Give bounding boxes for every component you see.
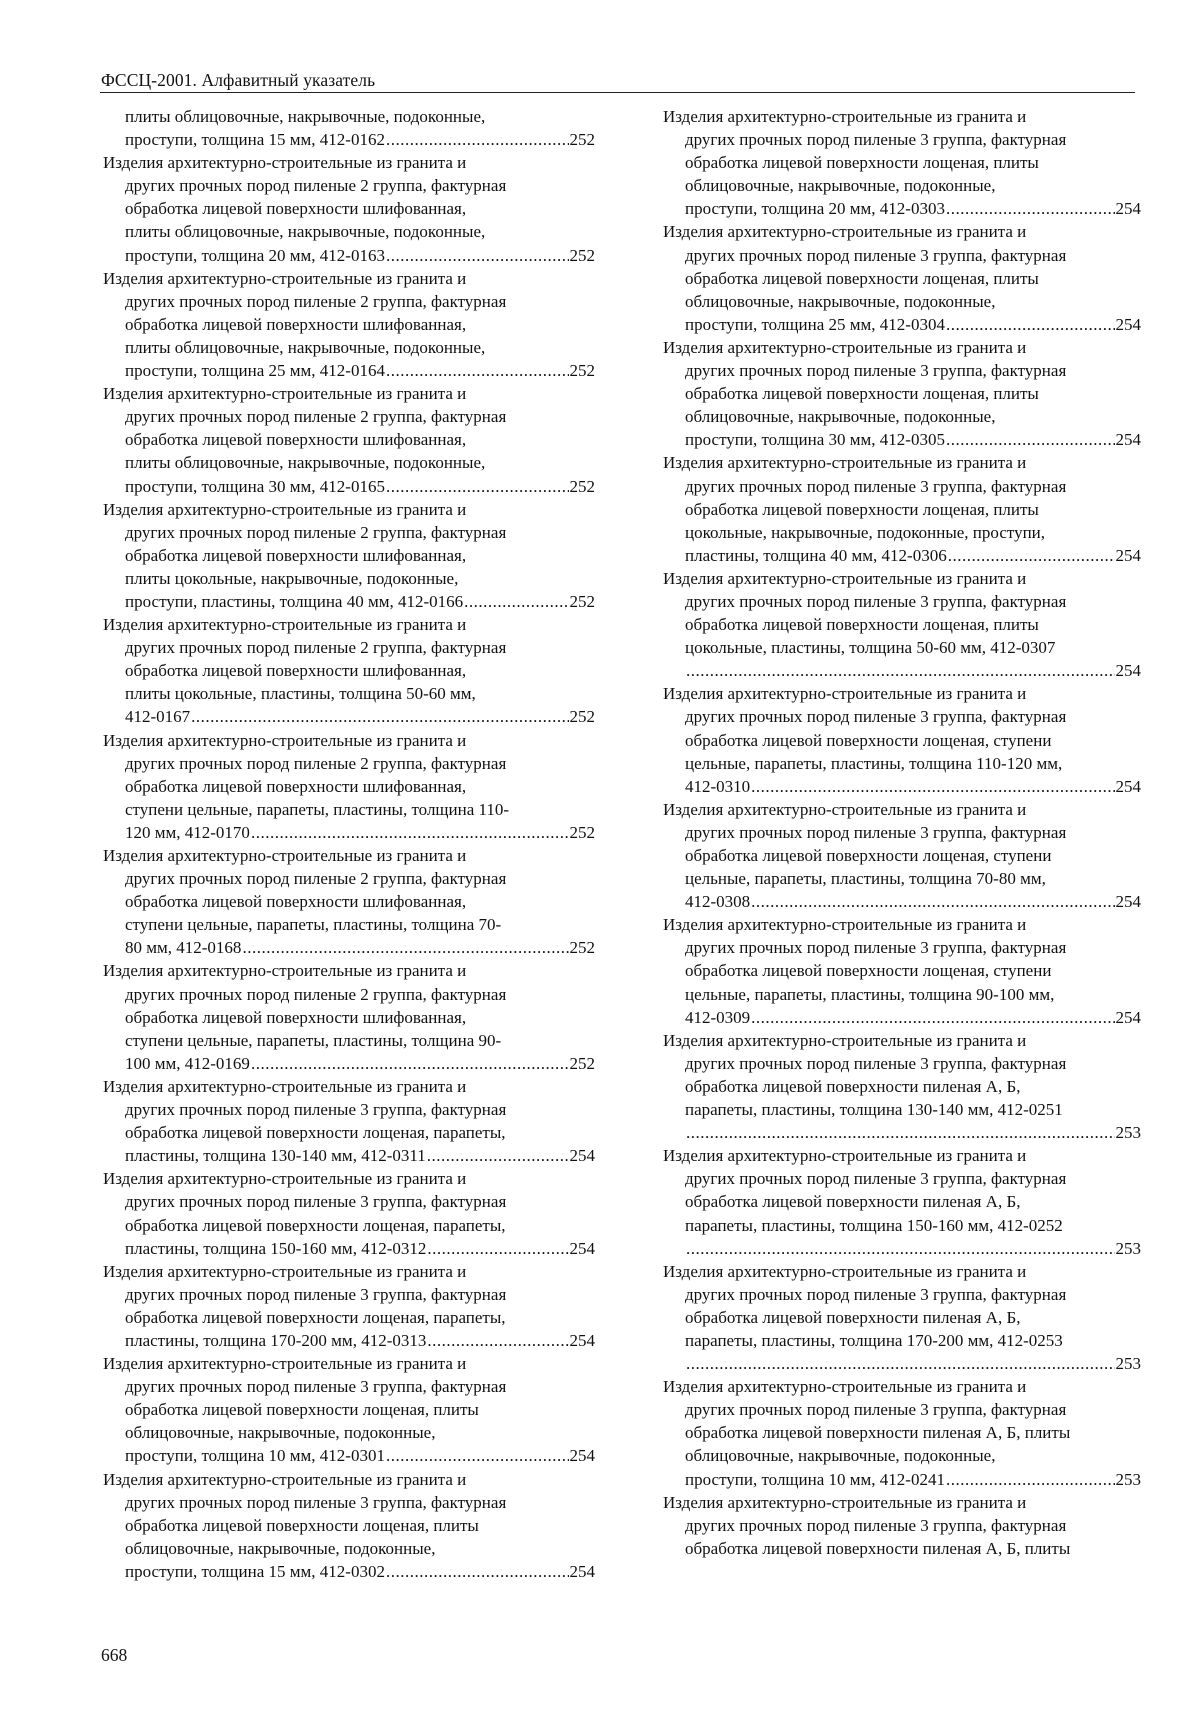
entry-line: других прочных пород пиленые 3 группа, фактурная: [685, 130, 1067, 150]
index-entry: [103, 382, 595, 497]
dot-leader: [946, 197, 1115, 220]
entry-page-reference: [663, 775, 1141, 798]
entry-heading-line: Изделия архитектурно-строительные из гранита и: [103, 268, 467, 288]
entry-line: облицовочные, накрывочные, подоконные,: [125, 1538, 436, 1558]
entry-page-reference: [103, 1444, 595, 1467]
entry-heading-line: Изделия архитектурно-строительные из гранита и: [663, 337, 1027, 357]
entry-heading-line: Изделия архитектурно-строительные из гранита и: [103, 1076, 467, 1096]
entry-line: обработка лицевой поверхности шлифованная,: [125, 892, 467, 912]
entry-final-line: проступи, толщина 20 мм, 412-0163: [125, 245, 385, 265]
entry-line: других прочных пород пиленые 2 группа, фактурная: [125, 869, 507, 889]
entry-final-line: 412-0309: [685, 1007, 751, 1027]
dot-leader: [946, 428, 1115, 451]
entry-page-reference: [103, 590, 595, 613]
dot-leader: [191, 705, 568, 728]
entry-page-reference: [103, 475, 595, 498]
entry-page-reference: [103, 1052, 595, 1075]
dot-leader: [386, 1444, 569, 1467]
entry-heading-line: Изделия архитектурно-строительные из гранита и: [103, 1354, 467, 1374]
entry-heading-line: Изделия архитектурно-строительные из гранита и: [663, 684, 1027, 704]
page-ref: 254: [1115, 661, 1141, 681]
page-ref: 252: [569, 591, 595, 611]
entry-heading-line: Изделия архитектурно-строительные из гранита и: [103, 615, 467, 635]
page-ref: 254: [569, 1146, 595, 1166]
entry-line: обработка лицевой поверхности шлифованная,: [125, 545, 467, 565]
entry-line: других прочных пород пиленые 3 группа, фактурная: [685, 361, 1067, 381]
entry-line: других прочных пород пиленые 3 группа, фактурная: [685, 1515, 1067, 1535]
page-ref: 252: [569, 130, 595, 150]
entry-heading-line: Изделия архитектурно-строительные из гранита и: [663, 1146, 1027, 1166]
page-ref: 254: [1115, 199, 1141, 219]
entry-page-reference: [663, 428, 1141, 451]
entry-line: плиты облицовочные, накрывочные, подоконные,: [125, 337, 486, 357]
entry-heading-line: Изделия архитектурно-строительные из гранита и: [663, 1261, 1027, 1281]
entry-line: обработка лицевой поверхности лощеная, ступени: [685, 730, 1052, 750]
index-entry: [103, 959, 595, 1074]
dot-leader: [751, 775, 1114, 798]
dot-leader: [948, 544, 1115, 567]
index-entry: [663, 798, 1141, 913]
entry-line: обработка лицевой поверхности шлифованная,: [125, 314, 467, 334]
entry-final-line: пластины, толщина 150-160 мм, 412-0312: [125, 1238, 427, 1258]
entry-line: обработка лицевой поверхности пиленая А, Б, плиты: [685, 1423, 1071, 1443]
entry-final-line: пластины, толщина 130-140 мм, 412-0311: [125, 1146, 426, 1166]
dot-leader: [251, 1052, 569, 1075]
entry-line: других прочных пород пиленые 3 группа, фактурная: [685, 1053, 1067, 1073]
entry-line: облицовочные, накрывочные, подоконные,: [685, 176, 996, 196]
header-rule: [100, 92, 1135, 93]
entry-page-reference: [663, 1006, 1141, 1029]
entry-heading-line: Изделия архитектурно-строительные из гранита и: [663, 568, 1027, 588]
entry-final-line: проступи, толщина 10 мм, 412-0241: [685, 1469, 945, 1489]
entry-line: ступени цельные, парапеты, пластины, толщина 70-: [125, 915, 502, 935]
dot-leader: [386, 359, 569, 382]
page-ref: 254: [1115, 545, 1141, 565]
entry-line: обработка лицевой поверхности лощеная, плиты: [685, 268, 1039, 288]
entry-line: обработка лицевой поверхности пиленая А, Б,: [685, 1076, 1021, 1096]
entry-line: обработка лицевой поверхности лощеная, плиты: [125, 1400, 479, 1420]
entry-line: других прочных пород пиленые 3 группа, фактурная: [685, 822, 1067, 842]
index-entry: [663, 682, 1141, 797]
entry-final-line: пластины, толщина 40 мм, 412-0306: [685, 545, 947, 565]
entry-heading-line: Изделия архитектурно-строительные из гранита и: [663, 107, 1027, 126]
dot-leader: [751, 1006, 1114, 1029]
page-ref: 252: [569, 938, 595, 958]
entry-line: обработка лицевой поверхности лощеная, ступени: [685, 846, 1052, 865]
entry-heading-line: Изделия архитектурно-строительные из гранита и: [663, 222, 1027, 242]
index-entry: [103, 151, 595, 266]
entry-line: других прочных пород пиленые 3 группа, фактурная: [685, 476, 1067, 496]
left-column: [103, 105, 595, 1583]
right-column: [663, 105, 1141, 1560]
entry-line: обработка лицевой поверхности лощеная, плиты: [685, 153, 1039, 173]
entry-line: обработка лицевой поверхности лощеная, плиты: [685, 384, 1039, 404]
entry-line: других прочных пород пиленые 3 группа, фактурная: [685, 1400, 1067, 1420]
entry-line: цельные, парапеты, пластины, толщина 90-100 мм,: [685, 984, 1055, 1004]
entry-line: других прочных пород пиленые 3 группа, фактурная: [125, 1192, 507, 1212]
index-entry: [103, 1260, 595, 1352]
index-entry: [663, 105, 1141, 220]
dot-leader: [427, 1237, 568, 1260]
entry-page-reference: [663, 1121, 1141, 1144]
dot-leader: [386, 244, 569, 267]
entry-final-line: 412-0310: [685, 776, 751, 796]
entry-page-reference: [103, 1144, 595, 1167]
entry-line: облицовочные, накрывочные, подоконные,: [125, 1423, 436, 1443]
dot-leader: [946, 1468, 1115, 1491]
entry-page-reference: [663, 1352, 1141, 1375]
page-ref: 254: [1115, 314, 1141, 334]
entry-line: обработка лицевой поверхности лощеная, парапеты,: [125, 1123, 506, 1143]
entry-heading-line: Изделия архитектурно-строительные из гранита и: [663, 915, 1027, 935]
dot-leader: [242, 936, 568, 959]
entry-line: облицовочные, накрывочные, подоконные,: [685, 1446, 996, 1466]
entry-heading-line: Изделия архитектурно-строительные из гранита и: [663, 1377, 1027, 1397]
entry-line: других прочных пород пиленые 2 группа, фактурная: [125, 984, 507, 1004]
entry-page-reference: [663, 544, 1141, 567]
entry-page-reference: [103, 128, 595, 151]
page-ref: 253: [1115, 1354, 1141, 1374]
entry-line: других прочных пород пиленые 2 группа, фактурная: [125, 291, 507, 311]
entry-final-line: 80 мм, 412-0168: [125, 938, 242, 958]
entry-line: других прочных пород пиленые 3 группа, фактурная: [125, 1492, 507, 1512]
entry-line: обработка лицевой поверхности шлифованная,: [125, 199, 467, 219]
entry-final-line: проступи, пластины, толщина 40 мм, 412-0166: [125, 591, 464, 611]
entry-page-reference: [103, 359, 595, 382]
entry-page-reference: [103, 936, 595, 959]
dot-leader: [251, 821, 569, 844]
running-header: ФССЦ-2001. Алфавитный указатель: [101, 70, 376, 90]
entry-heading-line: Изделия архитектурно-строительные из гранита и: [103, 499, 467, 519]
index-entry: [103, 1468, 595, 1583]
index-entry: [663, 1491, 1141, 1560]
page-ref: 254: [569, 1561, 595, 1581]
page-ref: 252: [569, 361, 595, 381]
entry-line: других прочных пород пиленые 3 группа, фактурная: [125, 1100, 507, 1120]
index-entry: [103, 1167, 595, 1259]
entry-line: обработка лицевой поверхности лощеная, парапеты,: [125, 1215, 506, 1235]
dot-leader: [751, 890, 1114, 913]
entry-line: других прочных пород пиленые 2 группа, фактурная: [125, 638, 507, 658]
entry-heading-line: Изделия архитектурно-строительные из гранита и: [663, 799, 1027, 819]
dot-leader: [686, 1237, 1115, 1260]
entry-line: обработка лицевой поверхности шлифованная,: [125, 1007, 467, 1027]
index-entry: [103, 844, 595, 959]
entry-line: других прочных пород пиленые 3 группа, фактурная: [685, 707, 1067, 727]
entry-line: других прочных пород пиленые 3 группа, фактурная: [685, 1284, 1067, 1304]
index-entry: [663, 567, 1141, 682]
entry-line: обработка лицевой поверхности пиленая А, Б, плиты: [685, 1538, 1071, 1558]
page-ref: 254: [1115, 776, 1141, 796]
page-ref: 253: [1115, 1123, 1141, 1143]
page-ref: 254: [569, 1330, 595, 1350]
page-ref: 254: [1115, 430, 1141, 450]
entry-line: других прочных пород пиленые 3 группа, фактурная: [685, 591, 1067, 611]
index-entry: [663, 913, 1141, 1028]
entry-page-reference: [103, 821, 595, 844]
index-entry: [103, 1352, 595, 1467]
entry-line: других прочных пород пиленые 2 группа, фактурная: [125, 522, 507, 542]
index-entry: [103, 267, 595, 382]
entry-line: плиты цокольные, накрывочные, подоконные,: [125, 568, 459, 588]
entry-heading-line: Изделия архитектурно-строительные из гранита и: [103, 1469, 467, 1489]
entry-line: плиты цокольные, пластины, толщина 50-60 мм,: [125, 684, 476, 704]
entry-heading-line: Изделия архитектурно-строительные из гранита и: [663, 1030, 1027, 1050]
entry-line: обработка лицевой поверхности шлифованная,: [125, 430, 467, 450]
page-ref: 254: [1115, 892, 1141, 912]
page-number: 668: [101, 1645, 128, 1665]
entry-page-reference: [663, 313, 1141, 336]
entry-heading-line: Изделия архитектурно-строительные из гранита и: [103, 1261, 467, 1281]
page-ref: 254: [569, 1238, 595, 1258]
entry-heading-line: Изделия архитектурно-строительные из гранита и: [103, 846, 467, 865]
index-entry: [663, 336, 1141, 451]
entry-heading-line: Изделия архитектурно-строительные из гранита и: [103, 384, 467, 404]
dot-leader: [386, 128, 569, 151]
entry-final-line: 412-0308: [685, 892, 751, 912]
entry-page-reference: [663, 1468, 1141, 1491]
entry-final-line: проступи, толщина 25 мм, 412-0304: [685, 314, 945, 334]
index-entry: [103, 613, 595, 728]
entry-page-reference: [103, 1329, 595, 1352]
entry-heading-line: Изделия архитектурно-строительные из гранита и: [663, 453, 1027, 473]
entry-heading-line: Изделия архитектурно-строительные из гранита и: [103, 153, 467, 173]
entry-line: ступени цельные, парапеты, пластины, толщина 110-: [125, 799, 510, 819]
entry-page-reference: [663, 890, 1141, 913]
entry-page-reference: [663, 1237, 1141, 1260]
index-entry: [663, 1375, 1141, 1490]
index-entry: [103, 498, 595, 613]
index-entry: [663, 451, 1141, 566]
entry-line: обработка лицевой поверхности шлифованная,: [125, 776, 467, 796]
entry-final-line: проступи, толщина 30 мм, 412-0165: [125, 476, 385, 496]
entry-final-line: пластины, толщина 170-200 мм, 412-0313: [125, 1330, 427, 1350]
entry-line: плиты облицовочные, накрывочные, подоконные,: [125, 453, 486, 473]
dot-leader: [686, 659, 1115, 682]
dot-leader: [686, 1352, 1115, 1375]
entry-heading-line: Изделия архитектурно-строительные из гранита и: [103, 961, 467, 981]
dot-leader: [686, 1121, 1115, 1144]
entry-heading-line: Изделия архитектурно-строительные из гранита и: [103, 730, 467, 750]
page-ref: 252: [569, 707, 595, 727]
entry-final-line: проступи, толщина 15 мм, 412-0162: [125, 130, 385, 150]
dot-leader: [427, 1329, 568, 1352]
page-ref: 254: [1115, 1007, 1141, 1027]
entry-line: цокольные, пластины, толщина 50-60 мм, 412-0307: [685, 638, 1056, 658]
entry-line: обработка лицевой поверхности пиленая А, Б,: [685, 1192, 1021, 1212]
page-ref: 252: [569, 1053, 595, 1073]
entry-line: облицовочные, накрывочные, подоконные,: [685, 407, 996, 427]
entry-line: других прочных пород пиленые 3 группа, фактурная: [685, 938, 1067, 958]
dot-leader: [946, 313, 1115, 336]
entry-line: обработка лицевой поверхности лощеная, ступени: [685, 961, 1052, 981]
entry-page-reference: [103, 705, 595, 728]
entry-line: обработка лицевой поверхности лощеная, плиты: [125, 1515, 479, 1535]
entry-line: других прочных пород пиленые 2 группа, фактурная: [125, 407, 507, 427]
entry-line: плиты облицовочные, накрывочные, подоконные,: [125, 222, 486, 242]
dot-leader: [464, 590, 568, 613]
entry-page-reference: [663, 659, 1141, 682]
dot-leader: [427, 1144, 569, 1167]
entry-final-line: 120 мм, 412-0170: [125, 822, 250, 842]
entry-line: других прочных пород пиленые 2 группа, фактурная: [125, 753, 507, 773]
page-ref: 252: [569, 822, 595, 842]
entry-final-line: проступи, толщина 25 мм, 412-0164: [125, 361, 385, 381]
page-ref: 253: [1115, 1238, 1141, 1258]
entry-line: ступени цельные, парапеты, пластины, толщина 90-: [125, 1030, 502, 1050]
entry-line: обработка лицевой поверхности шлифованная,: [125, 661, 467, 681]
entry-line: других прочных пород пиленые 3 группа, фактурная: [685, 1169, 1067, 1189]
entry-line: обработка лицевой поверхности лощеная, плиты: [685, 499, 1039, 519]
entry-line: цельные, парапеты, пластины, толщина 110-120 мм,: [685, 753, 1063, 773]
entry-line: парапеты, пластины, толщина 130-140 мм, 412-0251: [685, 1100, 1063, 1120]
entry-page-reference: [103, 244, 595, 267]
page-ref: 253: [1115, 1469, 1141, 1489]
index-entry: [103, 729, 595, 844]
index-entry: [663, 1260, 1141, 1375]
entry-line: обработка лицевой поверхности лощеная, парапеты,: [125, 1307, 506, 1327]
entry-line: плиты облицовочные, накрывочные, подоконные,: [125, 107, 486, 126]
index-entry: [103, 1075, 595, 1167]
entry-line: цельные, парапеты, пластины, толщина 70-80 мм,: [685, 869, 1046, 889]
entry-page-reference: [103, 1560, 595, 1583]
entry-final-line: проступи, толщина 15 мм, 412-0302: [125, 1561, 385, 1581]
page-ref: 252: [569, 476, 595, 496]
entry-final-line: проступи, толщина 30 мм, 412-0305: [685, 430, 945, 450]
entry-heading-line: Изделия архитектурно-строительные из гранита и: [103, 1169, 467, 1189]
dot-leader: [386, 475, 569, 498]
entry-line: других прочных пород пиленые 3 группа, фактурная: [125, 1377, 507, 1397]
entry-final-line: 100 мм, 412-0169: [125, 1053, 250, 1073]
index-entry: [663, 220, 1141, 335]
page-ref: 254: [569, 1446, 595, 1466]
entry-line: цокольные, накрывочные, подоконные, проступи,: [685, 522, 1046, 542]
entry-final-line: проступи, толщина 10 мм, 412-0301: [125, 1446, 385, 1466]
entry-final-line: 412-0167: [125, 707, 191, 727]
entry-line: других прочных пород пиленые 3 группа, фактурная: [125, 1284, 507, 1304]
entry-page-reference: [103, 1237, 595, 1260]
entry-line: парапеты, пластины, толщина 150-160 мм, 412-0252: [685, 1215, 1063, 1235]
entry-final-line: проступи, толщина 20 мм, 412-0303: [685, 199, 945, 219]
entry-line: обработка лицевой поверхности пиленая А, Б,: [685, 1307, 1021, 1327]
dot-leader: [386, 1560, 569, 1583]
index-entry: [663, 1144, 1141, 1259]
index-entry: [103, 105, 595, 151]
entry-line: парапеты, пластины, толщина 170-200 мм, 412-0253: [685, 1330, 1063, 1350]
entry-line: других прочных пород пиленые 3 группа, фактурная: [685, 245, 1067, 265]
entry-line: других прочных пород пиленые 2 группа, фактурная: [125, 176, 507, 196]
page-ref: 252: [569, 245, 595, 265]
entry-line: обработка лицевой поверхности лощеная, плиты: [685, 615, 1039, 635]
index-entry: [663, 1029, 1141, 1144]
entry-heading-line: Изделия архитектурно-строительные из гранита и: [663, 1492, 1027, 1512]
entry-line: облицовочные, накрывочные, подоконные,: [685, 291, 996, 311]
entry-page-reference: [663, 197, 1141, 220]
